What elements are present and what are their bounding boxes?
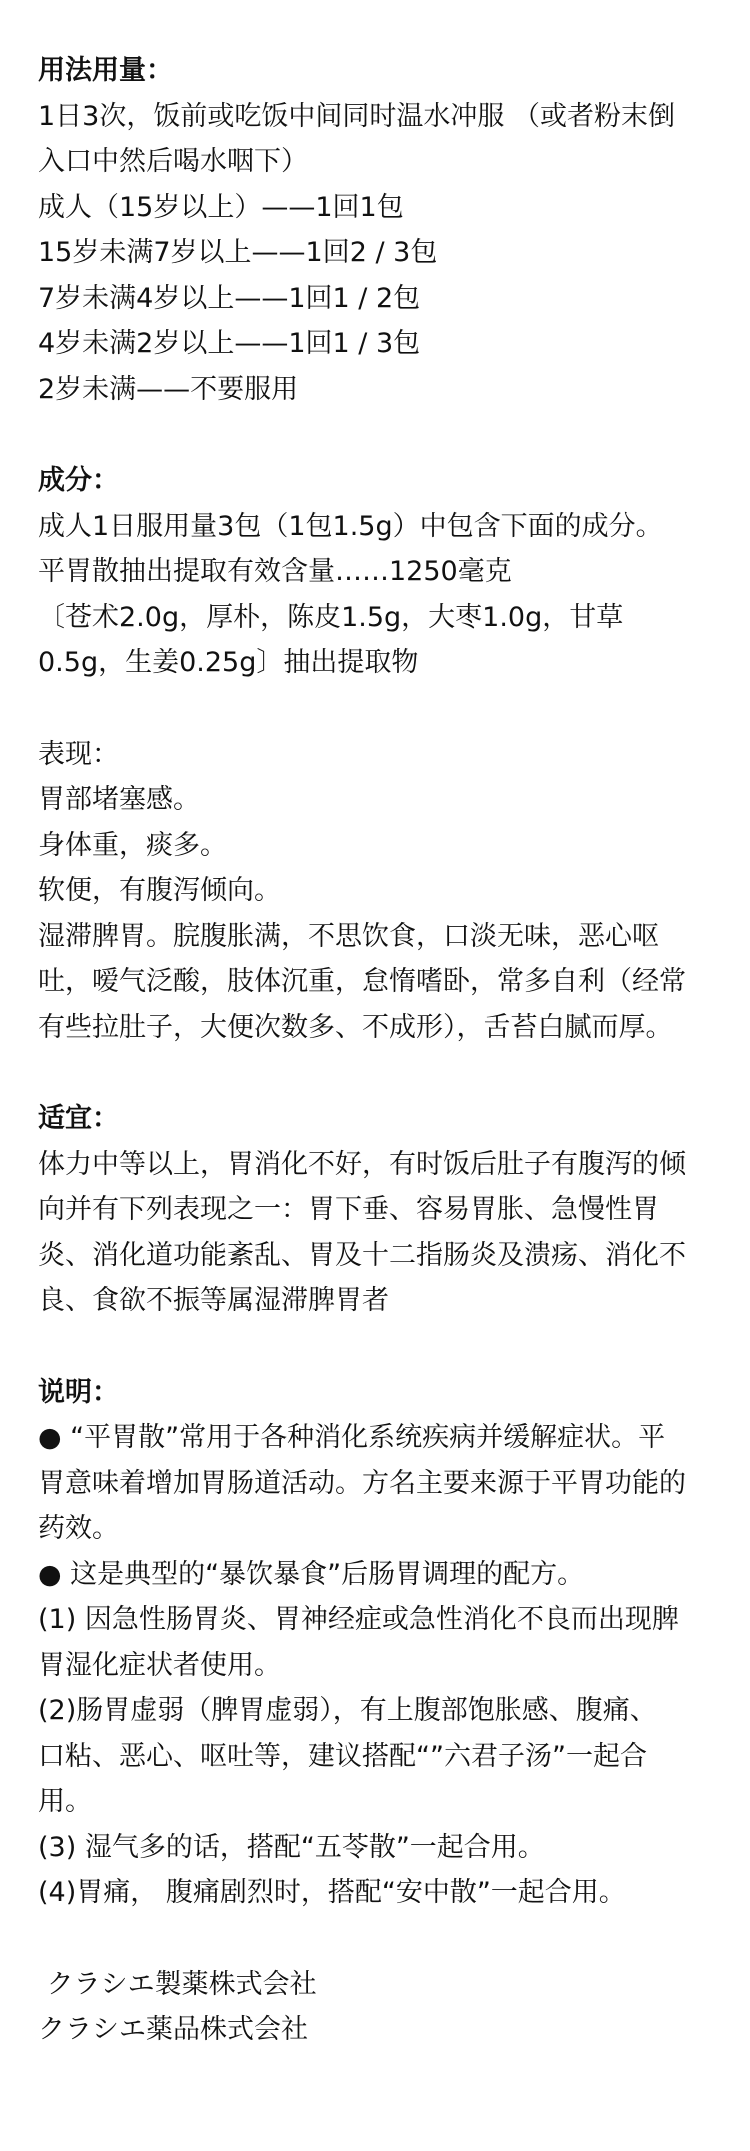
explanation-line: (3) 湿气多的话，搭配“五苓散”一起合用。 (38, 1831, 545, 1863)
explanation-line: 药效。 (38, 1513, 119, 1544)
section-spacer (38, 1916, 718, 1962)
explanation-section (38, 1370, 718, 1916)
explanation-line: ● 这是典型的“暴饮暴食”后肠胃调理的配方。 (38, 1558, 585, 1590)
ingredients-section (38, 458, 718, 686)
companies-section (38, 1962, 718, 2053)
ingredients-heading: 成分： (38, 465, 119, 496)
symptoms-section (38, 732, 718, 1051)
explanation-line: 胃意味着增加胃肠道活动。方名主要来源于平胃功能的 (38, 1467, 686, 1499)
usage-line: 4岁未满2岁以上——1回1 / 3包 (38, 328, 421, 359)
explanation-line: (2)肠胃虚弱（脾胃虚弱），有上腹部饱胀感、腹痛、 (38, 1695, 657, 1726)
ingredients-line: 成人1日服用量3包（1包1.5g）中包含下面的成分。 (38, 510, 663, 542)
suitable-heading: 适宜： (38, 1103, 119, 1134)
explanation-line: 胃湿化症状者使用。 (38, 1649, 281, 1681)
explanation-heading: 说明： (38, 1376, 119, 1408)
usage-section (38, 48, 718, 412)
usage-line: 入口中然后喝水咽下） (38, 146, 308, 177)
ingredients-line: 平胃散抽出提取有效含量……1250毫克 (38, 556, 512, 587)
suitable-line: 向并有下列表现之一：胃下垂、容易胃胀、急慢性胃 (38, 1194, 659, 1225)
usage-line: 15岁未满7岁以上——1回2 / 3包 (38, 237, 438, 268)
symptoms-line: 湿滞脾胃。脘腹胀满，不思饮食，口淡无味，恶心呕 (38, 920, 659, 952)
usage-heading: 用法用量： (38, 55, 173, 86)
suitable-line: 良、食欲不振等属湿滞脾胃者 (38, 1285, 389, 1316)
section-spacer (38, 1050, 718, 1096)
explanation-line: (4)胃痛， 腹痛剧烈时，搭配“安中散”一起合用。 (38, 1877, 626, 1908)
section-spacer (38, 686, 718, 732)
document-body (38, 48, 718, 2053)
explanation-line: ● “平胃散”常用于各种消化系统疾病并缓解症状。平 (38, 1422, 666, 1453)
explanation-line: (1) 因急性肠胃炎、胃神经症或急性消化不良而出现脾 (38, 1604, 679, 1635)
company-name: クラシエ薬品株式会社 (38, 2014, 308, 2045)
suitable-line: 炎、消化道功能紊乱、胃及十二指肠炎及溃疡、消化不 (38, 1239, 686, 1271)
company-name: クラシエ製薬株式会社 (38, 1968, 317, 2000)
ingredients-line: 〔苍术2.0g，厚朴，陈皮1.5g，大枣1.0g，甘草 (38, 601, 624, 633)
symptoms-line: 身体重，痰多。 (38, 829, 227, 861)
section-spacer (38, 412, 718, 458)
usage-line: 1日3次，饭前或吃饭中间同时温水冲服 （或者粉末倒 (38, 100, 675, 132)
symptoms-line: 胃部堵塞感。 (38, 784, 200, 815)
explanation-line: 用。 (38, 1786, 92, 1817)
usage-line: 2岁未满——不要服用 (38, 373, 299, 405)
symptoms-heading: 表现： (38, 738, 119, 770)
usage-line: 成人（15岁以上）——1回1包 (38, 191, 404, 223)
ingredients-line: 0.5g，生姜0.25g〕抽出提取物 (38, 647, 419, 678)
symptoms-line: 吐，嗳气泛酸，肢体沉重，怠惰嗜卧，常多自利（经常 (38, 966, 686, 997)
usage-line: 7岁未满4岁以上——1回1 / 2包 (38, 282, 421, 314)
explanation-line: 口粘、恶心、呕吐等，建议搭配“”六君子汤”一起合 (38, 1740, 647, 1772)
symptoms-line: 有些拉肚子，大便次数多、不成形），舌苔白腻而厚。 (38, 1011, 673, 1043)
symptoms-line: 软便，有腹泻倾向。 (38, 875, 281, 906)
section-spacer (38, 1324, 718, 1370)
suitable-section (38, 1096, 718, 1324)
suitable-line: 体力中等以上，胃消化不好，有时饭后肚子有腹泻的倾 (38, 1148, 686, 1180)
